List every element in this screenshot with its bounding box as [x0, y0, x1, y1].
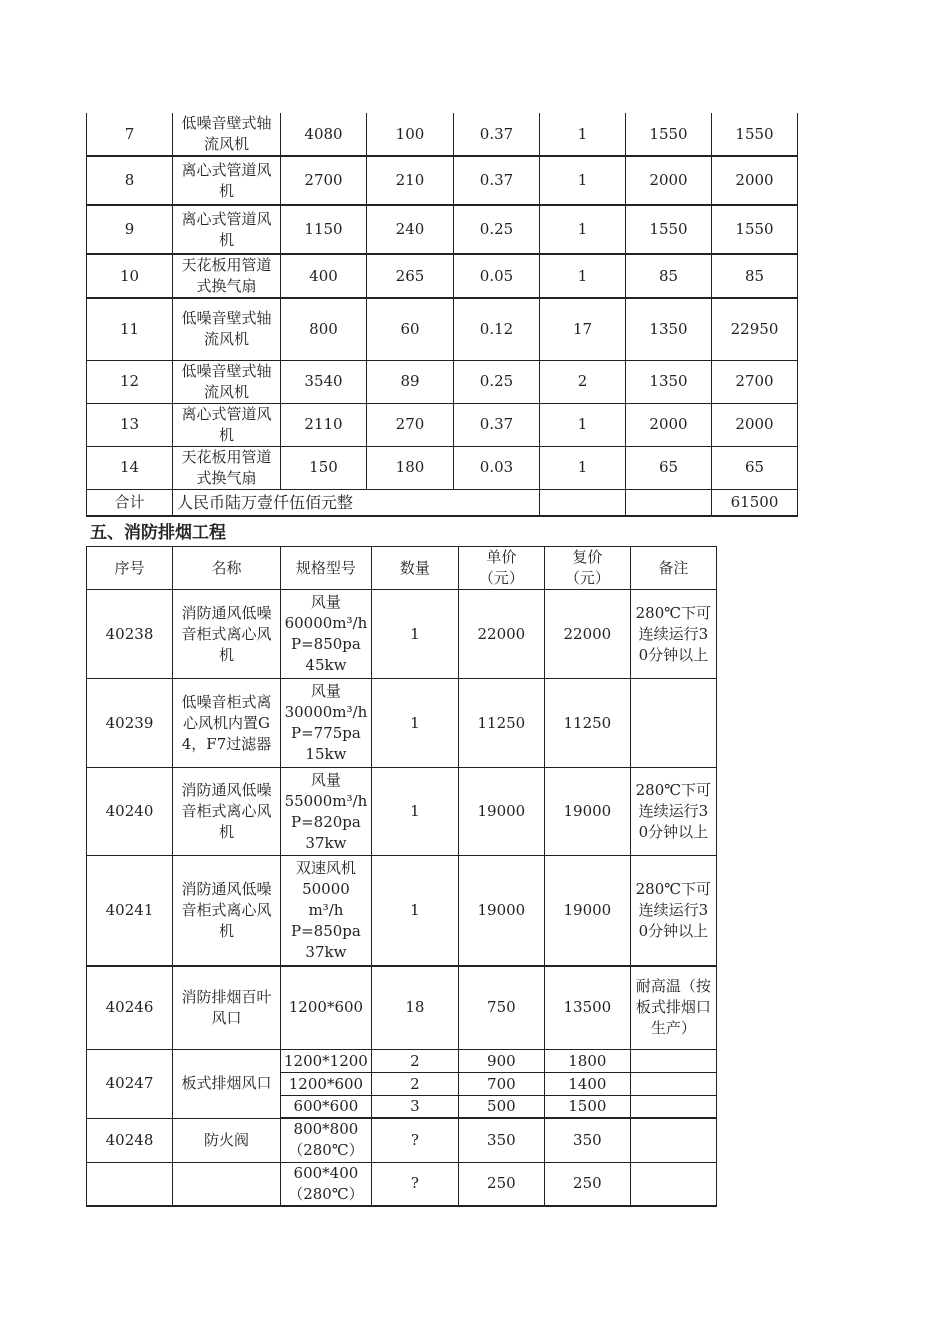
total-price-value: 19000	[544, 768, 630, 856]
item-spec	[281, 1162, 372, 1206]
unit-price-value: 250	[458, 1162, 544, 1206]
total-price-value: 22000	[544, 590, 630, 679]
unit-price-value: 19000	[458, 768, 544, 856]
quantity-value: 2	[371, 1050, 458, 1073]
spec-line: 55000m³/h	[284, 791, 368, 810]
spec-line: 风量	[310, 770, 341, 789]
total-label: 合计	[87, 489, 173, 516]
quantity-value: 1	[540, 205, 626, 254]
spec-line: m³/h	[308, 900, 344, 919]
row-number: 40247	[87, 1050, 173, 1119]
power-value: 0.37	[454, 403, 540, 446]
power-value: 0.25	[454, 360, 540, 403]
total-price-value: 22950	[712, 298, 798, 360]
spec-line: （280℃）	[288, 1184, 364, 1203]
quantity-value: 17	[540, 298, 626, 360]
spec-line: 37kw	[305, 942, 347, 961]
spec-line: 800*800	[293, 1120, 359, 1139]
item-spec	[281, 679, 372, 768]
pressure-value: 89	[367, 360, 454, 403]
spec-line: P=820pa	[291, 812, 361, 831]
quantity-value: 1	[540, 254, 626, 298]
section-title: 五、消防排烟工程	[90, 523, 226, 543]
table-row	[87, 856, 717, 966]
header-spec: 规格型号	[281, 547, 372, 590]
unit-price-value: 700	[458, 1073, 544, 1096]
remark	[630, 1050, 716, 1073]
row-number: 12	[87, 360, 173, 403]
pressure-value: 210	[367, 156, 454, 205]
quantity-value: 1	[371, 590, 458, 679]
header-name: 名称	[173, 547, 281, 590]
item-spec: 1200*600	[281, 966, 372, 1050]
remark: 280℃下可连续运行30分钟以上	[630, 856, 716, 966]
quantity-value: 1	[371, 856, 458, 966]
item-spec	[281, 1118, 372, 1162]
table-row	[87, 768, 717, 856]
unit-price-value: 22000	[458, 590, 544, 679]
unit-price-value: 1350	[626, 360, 712, 403]
spec-line: 37kw	[305, 833, 347, 852]
table-row	[87, 1162, 717, 1206]
row-number: 40239	[87, 679, 173, 768]
total-price-value: 13500	[544, 966, 630, 1050]
item-name: 消防通风低噪音柜式离心风机	[173, 590, 281, 679]
empty-cell	[540, 489, 626, 516]
power-value: 0.03	[454, 446, 540, 489]
airflow-value: 4080	[281, 113, 367, 156]
unit-price-value: 11250	[458, 679, 544, 768]
header-unit-price-line2: （元）	[478, 569, 524, 587]
empty-cell	[626, 489, 712, 516]
table-row	[87, 360, 798, 403]
total-price-value: 19000	[544, 856, 630, 966]
header-row	[87, 547, 717, 590]
power-value: 0.12	[454, 298, 540, 360]
row-number	[87, 1162, 173, 1206]
item-name: 离心式管道风机	[173, 205, 281, 254]
total-amount: 61500	[712, 489, 798, 516]
remark: 耐高温（按板式排烟口生产）	[630, 966, 716, 1050]
power-value: 0.37	[454, 113, 540, 156]
remark	[630, 1118, 716, 1162]
total-price-value: 65	[712, 446, 798, 489]
spec-line: 45kw	[305, 656, 347, 674]
quantity-value: ?	[371, 1118, 458, 1162]
pressure-value: 60	[367, 298, 454, 360]
quantity-value: 1	[371, 679, 458, 768]
unit-price-value: 500	[458, 1096, 544, 1119]
header-quantity: 数量	[371, 547, 458, 590]
spec-line: P=775pa	[291, 724, 361, 742]
header-total-price	[544, 547, 630, 590]
total-price-value: 11250	[544, 679, 630, 768]
item-spec: 1200*1200	[281, 1050, 372, 1073]
item-spec	[281, 856, 372, 966]
airflow-value: 3540	[281, 360, 367, 403]
table-row	[87, 966, 717, 1050]
table-row	[87, 1118, 717, 1162]
quantity-value: 1	[540, 113, 626, 156]
airflow-value: 2700	[281, 156, 367, 205]
pressure-value: 270	[367, 403, 454, 446]
item-name	[173, 1162, 281, 1206]
table-row	[87, 205, 798, 254]
quantity-value: 2	[540, 360, 626, 403]
airflow-value: 150	[281, 446, 367, 489]
item-name: 低噪音壁式轴流风机	[173, 360, 281, 403]
header-unit-price	[458, 547, 544, 590]
airflow-value: 800	[281, 298, 367, 360]
remark: 280℃下可连续运行30分钟以上	[630, 768, 716, 856]
item-spec	[281, 590, 372, 679]
spec-line: 30000m³/h	[284, 703, 368, 721]
row-number: 13	[87, 403, 173, 446]
total-price-value: 1500	[544, 1096, 630, 1119]
power-value: 0.37	[454, 156, 540, 205]
header-total-price-line1: 复价	[572, 548, 603, 566]
spec-line: 60000m³/h	[284, 614, 368, 632]
unit-price-value: 85	[626, 254, 712, 298]
spec-line: 双速风机	[295, 858, 356, 877]
item-spec: 1200*600	[281, 1073, 372, 1096]
airflow-value: 400	[281, 254, 367, 298]
item-spec	[281, 768, 372, 856]
spec-line: 风量	[310, 593, 341, 611]
pressure-value: 100	[367, 113, 454, 156]
table-row	[87, 156, 798, 205]
row-number: 11	[87, 298, 173, 360]
row-number: 40246	[87, 966, 173, 1050]
total-price-value: 2700	[712, 360, 798, 403]
total-price-value: 250	[544, 1162, 630, 1206]
unit-price-value: 65	[626, 446, 712, 489]
table-row	[87, 403, 798, 446]
total-row	[87, 489, 798, 516]
row-number: 40241	[87, 856, 173, 966]
header-unit-price-line1: 单价	[486, 548, 517, 566]
header-total-price-line2: （元）	[564, 569, 610, 587]
power-value: 0.05	[454, 254, 540, 298]
unit-price-value: 19000	[458, 856, 544, 966]
table-row	[87, 298, 798, 360]
spec-line: 15kw	[305, 745, 347, 763]
total-price-value: 350	[544, 1118, 630, 1162]
item-name: 天花板用管道式换气扇	[173, 446, 281, 489]
quantity-value: 3	[371, 1096, 458, 1119]
total-price-value: 1800	[544, 1050, 630, 1073]
airflow-value: 1150	[281, 205, 367, 254]
row-number: 40238	[87, 590, 173, 679]
quantity-value: 1	[540, 156, 626, 205]
remark	[630, 1162, 716, 1206]
table-row	[87, 590, 717, 679]
row-number: 40248	[87, 1118, 173, 1162]
header-remark: 备注	[630, 547, 716, 590]
table-row	[87, 1050, 717, 1073]
row-number: 8	[87, 156, 173, 205]
table-row	[87, 113, 798, 156]
power-value: 0.25	[454, 205, 540, 254]
unit-price-value: 900	[458, 1050, 544, 1073]
quantity-value: 1	[540, 446, 626, 489]
pressure-value: 180	[367, 446, 454, 489]
table-row	[87, 446, 798, 489]
header-number: 序号	[87, 547, 173, 590]
unit-price-value: 1350	[626, 298, 712, 360]
quantity-value: 18	[371, 966, 458, 1050]
spec-line: P=850pa	[291, 635, 361, 653]
item-name: 消防排烟百叶风口	[173, 966, 281, 1050]
remark	[630, 1096, 716, 1119]
quantity-value: 2	[371, 1073, 458, 1096]
spec-line: 600*400	[293, 1163, 359, 1182]
item-name: 离心式管道风机	[173, 403, 281, 446]
unit-price-value: 2000	[626, 403, 712, 446]
item-name: 离心式管道风机	[173, 156, 281, 205]
total-price-value: 2000	[712, 156, 798, 205]
remark	[630, 1073, 716, 1096]
item-name: 低噪音柜式离心风机内置G4，F7过滤器	[173, 679, 281, 768]
row-number: 40240	[87, 768, 173, 856]
item-spec: 600*600	[281, 1096, 372, 1119]
table-row	[87, 254, 798, 298]
unit-price-value: 1550	[626, 113, 712, 156]
pressure-value: 265	[367, 254, 454, 298]
smoke-exhaust-table	[86, 546, 717, 1207]
row-number: 9	[87, 205, 173, 254]
row-number: 7	[87, 113, 173, 156]
quantity-value: ?	[371, 1162, 458, 1206]
quantity-value: 1	[371, 768, 458, 856]
row-number: 14	[87, 446, 173, 489]
spec-line: 风量	[310, 682, 341, 700]
total-price-value: 2000	[712, 403, 798, 446]
spec-line: （280℃）	[288, 1141, 364, 1160]
total-price-value: 1550	[712, 205, 798, 254]
remark	[630, 679, 716, 768]
item-name: 低噪音壁式轴流风机	[173, 113, 281, 156]
table-row	[87, 679, 717, 768]
airflow-value: 2110	[281, 403, 367, 446]
item-name: 板式排烟风口	[173, 1050, 281, 1119]
fan-price-table	[86, 113, 798, 517]
item-name: 防火阀	[173, 1118, 281, 1162]
total-price-value: 1400	[544, 1073, 630, 1096]
item-name: 消防通风低噪音柜式离心风机	[173, 856, 281, 966]
total-price-value: 85	[712, 254, 798, 298]
row-number: 10	[87, 254, 173, 298]
quantity-value: 1	[540, 403, 626, 446]
spec-line: 50000	[302, 879, 350, 898]
unit-price-value: 750	[458, 966, 544, 1050]
item-name: 天花板用管道式换气扇	[173, 254, 281, 298]
remark: 280℃下可连续运行30分钟以上	[630, 590, 716, 679]
unit-price-value: 350	[458, 1118, 544, 1162]
pressure-value: 240	[367, 205, 454, 254]
item-name: 消防通风低噪音柜式离心风机	[173, 768, 281, 856]
unit-price-value: 1550	[626, 205, 712, 254]
total-amount-in-words: 人民币陆万壹仟伍佰元整	[173, 489, 540, 516]
total-price-value: 1550	[712, 113, 798, 156]
item-name: 低噪音壁式轴流风机	[173, 298, 281, 360]
spec-line: P=850pa	[291, 921, 361, 940]
unit-price-value: 2000	[626, 156, 712, 205]
